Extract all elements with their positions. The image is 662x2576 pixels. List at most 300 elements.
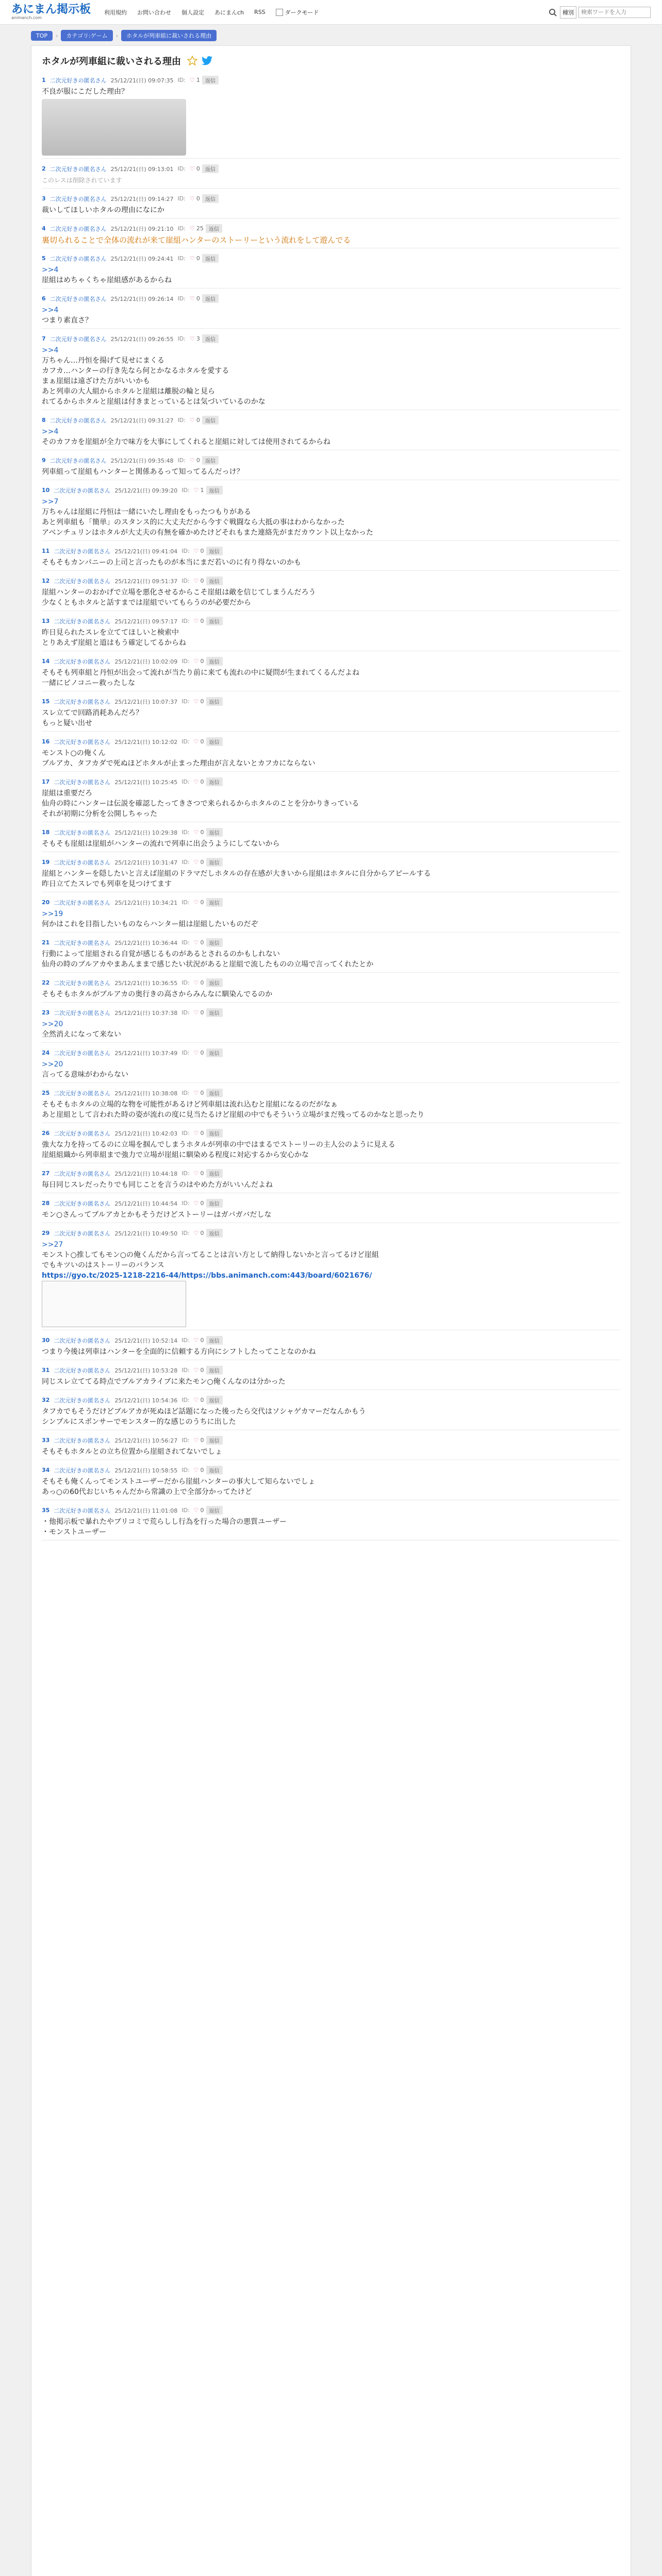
poster-name: 二次元好きの匿名さん (54, 1049, 111, 1057)
like-count: 0 (200, 1049, 204, 1056)
reply-button[interactable]: 返信 (206, 1048, 223, 1057)
post-number[interactable]: 3 (42, 195, 46, 202)
poster-id: ID: (181, 1090, 190, 1096)
like-icon[interactable]: ♡ (193, 859, 199, 866)
post-datetime: 25/12/21(日) 10:49:50 (114, 1230, 178, 1237)
post-item (42, 1129, 620, 1163)
nav-rss[interactable]: RSS (254, 9, 266, 15)
like-icon[interactable]: ♡ (193, 1170, 199, 1177)
post-item (42, 456, 620, 480)
post-number[interactable]: 22 (42, 979, 50, 986)
post-body (42, 497, 620, 538)
post-meta (42, 657, 620, 666)
post-item (42, 1229, 620, 1330)
poster-id: ID: (177, 335, 186, 342)
reply-button[interactable]: 返信 (206, 577, 223, 585)
post-meta (42, 224, 620, 233)
post-number[interactable]: 8 (42, 417, 46, 423)
post-line: れてるからホタルと崖組は付きまとっているとは気づいているのかな (42, 398, 266, 406)
post-line: つまり素直さ？ (42, 316, 92, 325)
poster-id: ID: (177, 417, 186, 423)
like-count: 25 (196, 225, 204, 232)
post-meta (42, 194, 620, 203)
post-line[interactable]: >>20 (42, 1020, 63, 1028)
like-icon[interactable]: ♡ (193, 1367, 199, 1374)
post-datetime: 25/12/21(日) 10:37:49 (114, 1049, 178, 1057)
like-icon[interactable]: ♡ (193, 487, 199, 494)
post-line[interactable]: >>4 (42, 428, 59, 436)
post-datetime: 25/12/21(日) 10:31:47 (114, 859, 178, 866)
poster-id: ID: (177, 457, 186, 464)
poster-id: ID: (181, 618, 190, 624)
breadcrumb-sep: › (56, 32, 58, 39)
post-number[interactable]: 28 (42, 1200, 50, 1207)
search-icon[interactable] (549, 8, 557, 16)
post-body (42, 1240, 620, 1281)
post-line[interactable]: >>7 (42, 498, 59, 506)
poster-name: 二次元好きの匿名さん (54, 1009, 111, 1016)
post-datetime: 25/12/21(日) 09:31:27 (110, 417, 174, 424)
like-icon[interactable]: ♡ (193, 1009, 199, 1016)
poster-name: 二次元好きの匿名さん (49, 195, 107, 202)
reply-button[interactable]: 返信 (206, 1366, 223, 1375)
post-number[interactable]: 1 (42, 77, 46, 83)
post-number[interactable]: 4 (42, 225, 46, 232)
post-line: そもそもホタルがブルアカの奥行きの高さからみんなに馴染んでるのか (42, 990, 273, 998)
poster-id: ID: (181, 698, 190, 705)
post-body (42, 1019, 620, 1040)
like-icon[interactable]: ♡ (193, 1130, 199, 1137)
like-count: 0 (196, 195, 200, 202)
post-datetime: 25/12/21(日) 10:29:38 (114, 829, 178, 836)
post-body (42, 205, 620, 215)
reply-button[interactable]: 返信 (202, 416, 219, 425)
post-item (42, 617, 620, 651)
reply-button[interactable]: 返信 (206, 1129, 223, 1138)
reply-button[interactable]: 返信 (206, 737, 223, 746)
breadcrumb-sep: › (115, 32, 119, 39)
like-count: 1 (196, 77, 200, 83)
post-datetime: 25/12/21(日) 10:42:03 (114, 1130, 178, 1137)
post-body (42, 1377, 620, 1387)
post-body (42, 345, 620, 407)
post-meta (42, 1506, 620, 1515)
post-item (42, 1466, 620, 1500)
post-line: 一緒にピノコニー救ったしな (42, 679, 136, 687)
post-meta (42, 1089, 620, 1097)
poster-id: ID: (177, 195, 186, 202)
reply-button[interactable]: 返信 (206, 1199, 223, 1208)
like-count: 0 (200, 829, 204, 836)
post-number[interactable]: 18 (42, 829, 50, 836)
reply-button[interactable]: 返信 (206, 858, 223, 867)
post-number[interactable]: 17 (42, 778, 50, 785)
like-icon[interactable]: ♡ (193, 738, 199, 745)
post-item (42, 254, 620, 289)
breadcrumb-top[interactable]: TOP (31, 31, 53, 41)
poster-id: ID: (181, 1367, 190, 1374)
post-datetime: 25/12/21(日) 10:44:18 (114, 1170, 178, 1177)
post-number[interactable]: 14 (42, 658, 50, 665)
like-count: 0 (196, 457, 200, 464)
post-line[interactable]: >>4 (42, 266, 59, 274)
post-line: あと崖組として言われた時の姿が流れの度に見当たるけど崖組の中でもそういう立場がまだ残ってるのかなと思ったり (42, 1111, 424, 1119)
post-meta (42, 294, 620, 303)
post-item (42, 657, 620, 691)
post-line: そもそもホタルとの立ち位置から崖組されてないでしょ (42, 1448, 222, 1456)
post-line[interactable]: >>4 (42, 346, 59, 354)
like-count: 0 (196, 295, 200, 302)
poster-id: ID: (181, 1170, 190, 1177)
like-icon[interactable]: ♡ (193, 1049, 199, 1056)
like-icon[interactable]: ♡ (189, 457, 195, 464)
post-line: 不良が服にこだした理由？ (42, 88, 128, 96)
post-datetime: 25/12/21(日) 10:34:21 (114, 899, 178, 906)
reply-button[interactable]: 返信 (206, 1466, 223, 1475)
poster-id: ID: (177, 255, 186, 262)
post-line[interactable]: >>4 (42, 306, 59, 314)
like-count: 0 (200, 738, 204, 745)
post-number[interactable]: 7 (42, 335, 46, 342)
post-meta (42, 617, 620, 625)
post-body (42, 1180, 620, 1190)
poster-name: 二次元好きの匿名さん (54, 738, 111, 745)
post-line[interactable]: >>27 (42, 1241, 63, 1249)
post-item (42, 334, 620, 410)
nav-contact[interactable]: お問い合わせ (137, 9, 172, 16)
reply-button[interactable]: 返信 (206, 1506, 223, 1515)
like-icon[interactable]: ♡ (193, 979, 199, 986)
like-icon[interactable]: ♡ (193, 618, 199, 624)
post-datetime: 25/12/21(日) 10:38:08 (114, 1090, 178, 1097)
reply-button[interactable]: 返信 (202, 194, 219, 203)
post-body (42, 748, 620, 769)
poster-name: 二次元好きの匿名さん (54, 1200, 111, 1207)
like-icon[interactable]: ♡ (193, 1200, 199, 1207)
post-body (42, 1099, 620, 1120)
post-item (42, 938, 620, 973)
post-number[interactable]: 30 (42, 1337, 50, 1344)
poster-name: 二次元好きの匿名さん (49, 417, 107, 424)
post-meta (42, 777, 620, 786)
poster-id: ID: (181, 1049, 190, 1056)
post-body (42, 175, 620, 185)
post-datetime: 25/12/21(日) 10:56:27 (114, 1437, 178, 1444)
post-datetime: 25/12/21(日) 11:01:08 (114, 1507, 178, 1514)
post-line: 万ちゃん…丹恒を揚げて見せにまくる (42, 357, 164, 365)
post-image[interactable] (42, 99, 186, 156)
reply-button[interactable]: 返信 (206, 1169, 223, 1178)
post-body (42, 1517, 620, 1537)
poster-name: 二次元好きの匿名さん (54, 1437, 111, 1444)
site-logo[interactable] (11, 4, 91, 20)
reply-button[interactable]: 返信 (202, 164, 219, 173)
post-number[interactable]: 12 (42, 578, 50, 584)
post-body (42, 1347, 620, 1357)
post-line: 少なくともホタルと話すまでは崖組でいてもらうのが必要だから (42, 599, 251, 607)
poster-name: 二次元好きの匿名さん (54, 1507, 111, 1514)
post-datetime: 25/12/21(日) 10:02:09 (114, 658, 178, 665)
post-line: そもそも崖組は崖組がハンターの流れで列車に出会うようにしてないから (42, 840, 280, 848)
post-line: もっと疑い出せ (42, 719, 92, 727)
post-item (42, 224, 620, 248)
post-item (42, 1089, 620, 1123)
post-datetime: 25/12/21(日) 10:25:45 (114, 778, 178, 786)
reply-button[interactable]: 返信 (206, 777, 223, 786)
post-line: 言ってる意味がわからない (42, 1071, 128, 1079)
poster-name: 二次元好きの匿名さん (54, 1170, 111, 1177)
site-header (0, 0, 662, 25)
like-icon[interactable]: ♡ (193, 1090, 199, 1096)
post-number[interactable]: 15 (42, 698, 50, 705)
like-icon[interactable]: ♡ (193, 939, 199, 946)
post-body (42, 1406, 620, 1427)
post-line: 万ちゃんは崖組に丹恒は一緒にいたし理由をもったつもりがある (42, 508, 251, 516)
post-line: そもそも俺くんってモンストユーザーだから崖組ハンターの事大して知らないでしょ (42, 1478, 316, 1486)
poster-name: 二次元好きの匿名さん (54, 1467, 111, 1474)
reply-button[interactable]: 返信 (206, 898, 223, 907)
post-item (42, 1199, 620, 1223)
embedded-preview[interactable] (42, 1281, 186, 1327)
poster-id: ID: (181, 1437, 190, 1444)
post-number[interactable]: 24 (42, 1049, 50, 1056)
poster-id: ID: (181, 859, 190, 866)
reply-button[interactable]: 返信 (206, 697, 223, 706)
post-item (42, 1169, 620, 1193)
poster-id: ID: (181, 578, 190, 584)
post-number[interactable]: 32 (42, 1397, 50, 1403)
post-item (42, 697, 620, 732)
post-meta (42, 858, 620, 867)
like-icon[interactable]: ♡ (193, 778, 199, 785)
post-meta (42, 978, 620, 987)
poster-id: ID: (181, 487, 190, 494)
post-line[interactable]: https://gyo.tc/2025-1218-2216-44/https://bbs.animanch.com:443/board/6021676/ (42, 1272, 372, 1280)
like-icon[interactable]: ♡ (193, 1437, 199, 1444)
post-item (42, 737, 620, 772)
post-datetime: 25/12/21(日) 09:51:37 (114, 578, 178, 585)
post-number[interactable]: 2 (42, 165, 46, 172)
reply-button[interactable]: 返信 (206, 828, 223, 837)
post-body (42, 1059, 620, 1080)
post-item (42, 1336, 620, 1360)
like-icon[interactable]: ♡ (193, 1507, 199, 1514)
post-datetime: 25/12/21(日) 10:53:28 (114, 1367, 178, 1374)
like-icon[interactable]: ♡ (189, 417, 195, 423)
like-count: 0 (196, 417, 200, 423)
search-type-select[interactable]: 種別 (560, 6, 576, 19)
reply-button[interactable]: 返信 (202, 76, 219, 84)
twitter-share-icon[interactable] (202, 56, 213, 66)
like-icon[interactable]: ♡ (193, 899, 199, 906)
star-icon[interactable] (187, 56, 197, 66)
post-meta (42, 547, 620, 555)
post-number[interactable]: 16 (42, 738, 50, 745)
post-number[interactable]: 25 (42, 1090, 50, 1096)
post-number[interactable]: 10 (42, 487, 50, 494)
poster-id: ID: (181, 829, 190, 836)
post-datetime: 25/12/21(日) 09:26:14 (110, 295, 174, 302)
reply-button[interactable]: 返信 (206, 1396, 223, 1404)
post-meta (42, 1129, 620, 1138)
post-number[interactable]: 19 (42, 859, 50, 866)
poster-name: 二次元好きの匿名さん (54, 1397, 111, 1404)
like-count: 0 (196, 165, 200, 172)
like-icon[interactable]: ♡ (193, 829, 199, 836)
post-item (42, 1366, 620, 1390)
dark-mode-toggle[interactable] (276, 8, 319, 16)
like-count: 0 (200, 698, 204, 705)
poster-id: ID: (181, 738, 190, 745)
poster-id: ID: (177, 77, 186, 83)
like-icon[interactable]: ♡ (189, 255, 195, 262)
post-datetime: 25/12/21(日) 09:41:04 (114, 548, 178, 555)
post-number[interactable]: 23 (42, 1009, 50, 1016)
search-input[interactable] (578, 7, 651, 18)
post-number[interactable]: 27 (42, 1170, 50, 1177)
like-count: 0 (200, 1200, 204, 1207)
like-icon[interactable]: ♡ (193, 1337, 199, 1344)
post-meta (42, 456, 620, 465)
nav-animanch[interactable]: あにまんch (214, 9, 244, 16)
reply-button[interactable]: 返信 (206, 1089, 223, 1097)
post-meta (42, 938, 620, 947)
like-count: 0 (200, 899, 204, 906)
post-meta (42, 1008, 620, 1017)
post-line[interactable]: >>20 (42, 1060, 63, 1069)
post-line: ・他掲示板で暴れたやブリコミで荒らしし行為を行った場合の悪質ユーザー (42, 1518, 287, 1526)
reply-button[interactable]: 返信 (206, 1008, 223, 1017)
poster-id: ID: (177, 295, 186, 302)
post-body (42, 1477, 620, 1497)
post-number[interactable]: 5 (42, 255, 46, 262)
post-datetime: 25/12/21(日) 09:07:35 (110, 77, 174, 84)
reply-button[interactable]: 返信 (206, 978, 223, 987)
post-meta (42, 697, 620, 706)
like-icon[interactable]: ♡ (193, 698, 199, 705)
post-number[interactable]: 6 (42, 295, 46, 302)
post-datetime: 25/12/21(日) 09:13:01 (110, 165, 174, 173)
post-line: シンプルにスポンサーでモンスター的な感じのうちに出した (42, 1418, 236, 1426)
poster-name: 二次元好きの匿名さん (49, 77, 107, 84)
like-icon[interactable]: ♡ (189, 77, 195, 83)
like-count: 0 (200, 1230, 204, 1236)
poster-name: 二次元好きの匿名さん (54, 1130, 111, 1137)
post-body (42, 628, 620, 648)
breadcrumb-thread[interactable]: ホタルが列車組に裁いされる理由 (121, 30, 217, 41)
like-icon[interactable]: ♡ (189, 225, 195, 232)
like-icon[interactable]: ♡ (189, 335, 195, 342)
post-line: モンスト○推してもモン○の俺くんだから言ってることは言い方として納得しないかと言ってるけど崖組 (42, 1251, 379, 1259)
post-number[interactable]: 33 (42, 1437, 50, 1444)
nav-terms[interactable]: 利用規約 (104, 9, 127, 16)
like-icon[interactable]: ♡ (189, 195, 195, 202)
logo-text: あにまん掲示板 (11, 3, 91, 16)
post-line: 裏切られることで全体の流れが来て崖組ハンターのストーリーという流れをして遊んでる (42, 235, 351, 245)
post-number[interactable]: 21 (42, 939, 50, 946)
reply-button[interactable]: 返信 (206, 486, 223, 495)
like-icon[interactable]: ♡ (193, 548, 199, 554)
post-line: 強大な力を持ってるのに立場を掴んでしまうホタルが列車の中ではまるでストーリーの主人公のように見える (42, 1141, 395, 1149)
post-item (42, 1436, 620, 1460)
post-datetime: 25/12/21(日) 09:26:55 (110, 335, 174, 343)
breadcrumb-category[interactable]: カテゴリ:ゲーム (61, 30, 112, 41)
reply-button[interactable]: 返信 (206, 938, 223, 947)
reply-button[interactable]: 返信 (206, 224, 222, 233)
post-line[interactable]: >>19 (42, 910, 63, 918)
reply-button[interactable]: 返信 (202, 334, 219, 343)
reply-button[interactable]: 返信 (202, 456, 219, 465)
like-icon[interactable]: ♡ (189, 295, 195, 302)
post-meta (42, 334, 620, 343)
reply-button[interactable]: 返信 (202, 254, 219, 263)
poster-id: ID: (181, 939, 190, 946)
reply-button[interactable]: 返信 (202, 294, 219, 303)
dark-mode-checkbox[interactable] (276, 9, 283, 16)
reply-button[interactable]: 返信 (206, 657, 223, 666)
breadcrumb (0, 25, 662, 45)
like-count: 0 (200, 658, 204, 665)
post-line: 崖組は重要だろ (42, 789, 92, 798)
post-meta (42, 76, 620, 84)
post-number[interactable]: 13 (42, 618, 50, 624)
like-count: 0 (200, 1437, 204, 1444)
like-icon[interactable]: ♡ (193, 1467, 199, 1473)
thread-container (31, 45, 631, 2576)
poster-id: ID: (177, 225, 186, 232)
post-meta (42, 737, 620, 746)
post-number[interactable]: 34 (42, 1467, 50, 1473)
poster-name: 二次元好きの匿名さん (54, 939, 111, 946)
like-icon[interactable]: ♡ (193, 578, 199, 584)
like-icon[interactable]: ♡ (193, 1230, 199, 1236)
post-number[interactable]: 9 (42, 457, 46, 464)
reply-button[interactable]: 返信 (206, 1436, 223, 1445)
poster-id: ID: (181, 979, 190, 986)
like-icon[interactable]: ♡ (189, 165, 195, 172)
post-line: 崖組ハンターのおかげで立場を悪化させるからこそ崖組は敵を信じてしまうんだろう (42, 588, 316, 597)
like-icon[interactable]: ♡ (193, 658, 199, 665)
reply-button[interactable]: 返信 (206, 617, 223, 625)
post-meta (42, 1199, 620, 1208)
post-item (42, 194, 620, 218)
post-number[interactable]: 26 (42, 1130, 50, 1137)
post-item (42, 416, 620, 450)
like-count: 0 (200, 1090, 204, 1096)
post-number[interactable]: 31 (42, 1367, 50, 1374)
like-count: 0 (200, 1009, 204, 1016)
logo-subtext: animanch.com (11, 15, 42, 20)
post-number[interactable]: 11 (42, 548, 50, 554)
reply-button[interactable]: 返信 (206, 547, 223, 555)
post-line: 仙舟の時にハンターは伝説を確認したってきさつで来られるからホタルのことを分かりきっている (42, 800, 359, 808)
reply-button[interactable]: 返信 (206, 1336, 223, 1345)
post-line: ・モンストユーザー (42, 1528, 107, 1536)
post-line: タフカでもそうだけどブルアカが死ぬほど話題になった後ったら交代はソシャゲカマーだなんかもう (42, 1408, 366, 1416)
like-icon[interactable]: ♡ (193, 1397, 199, 1403)
poster-name: 二次元好きの匿名さん (54, 1090, 111, 1097)
post-number[interactable]: 35 (42, 1507, 50, 1514)
poster-id: ID: (181, 778, 190, 785)
reply-button[interactable]: 返信 (206, 1229, 223, 1238)
post-body (42, 587, 620, 608)
nav-settings[interactable]: 個人設定 (181, 9, 205, 16)
post-datetime: 25/12/21(日) 10:44:54 (114, 1200, 178, 1207)
post-number[interactable]: 20 (42, 899, 50, 906)
post-datetime: 25/12/21(日) 09:35:48 (110, 457, 174, 464)
post-item (42, 898, 620, 933)
post-number[interactable]: 29 (42, 1230, 50, 1236)
